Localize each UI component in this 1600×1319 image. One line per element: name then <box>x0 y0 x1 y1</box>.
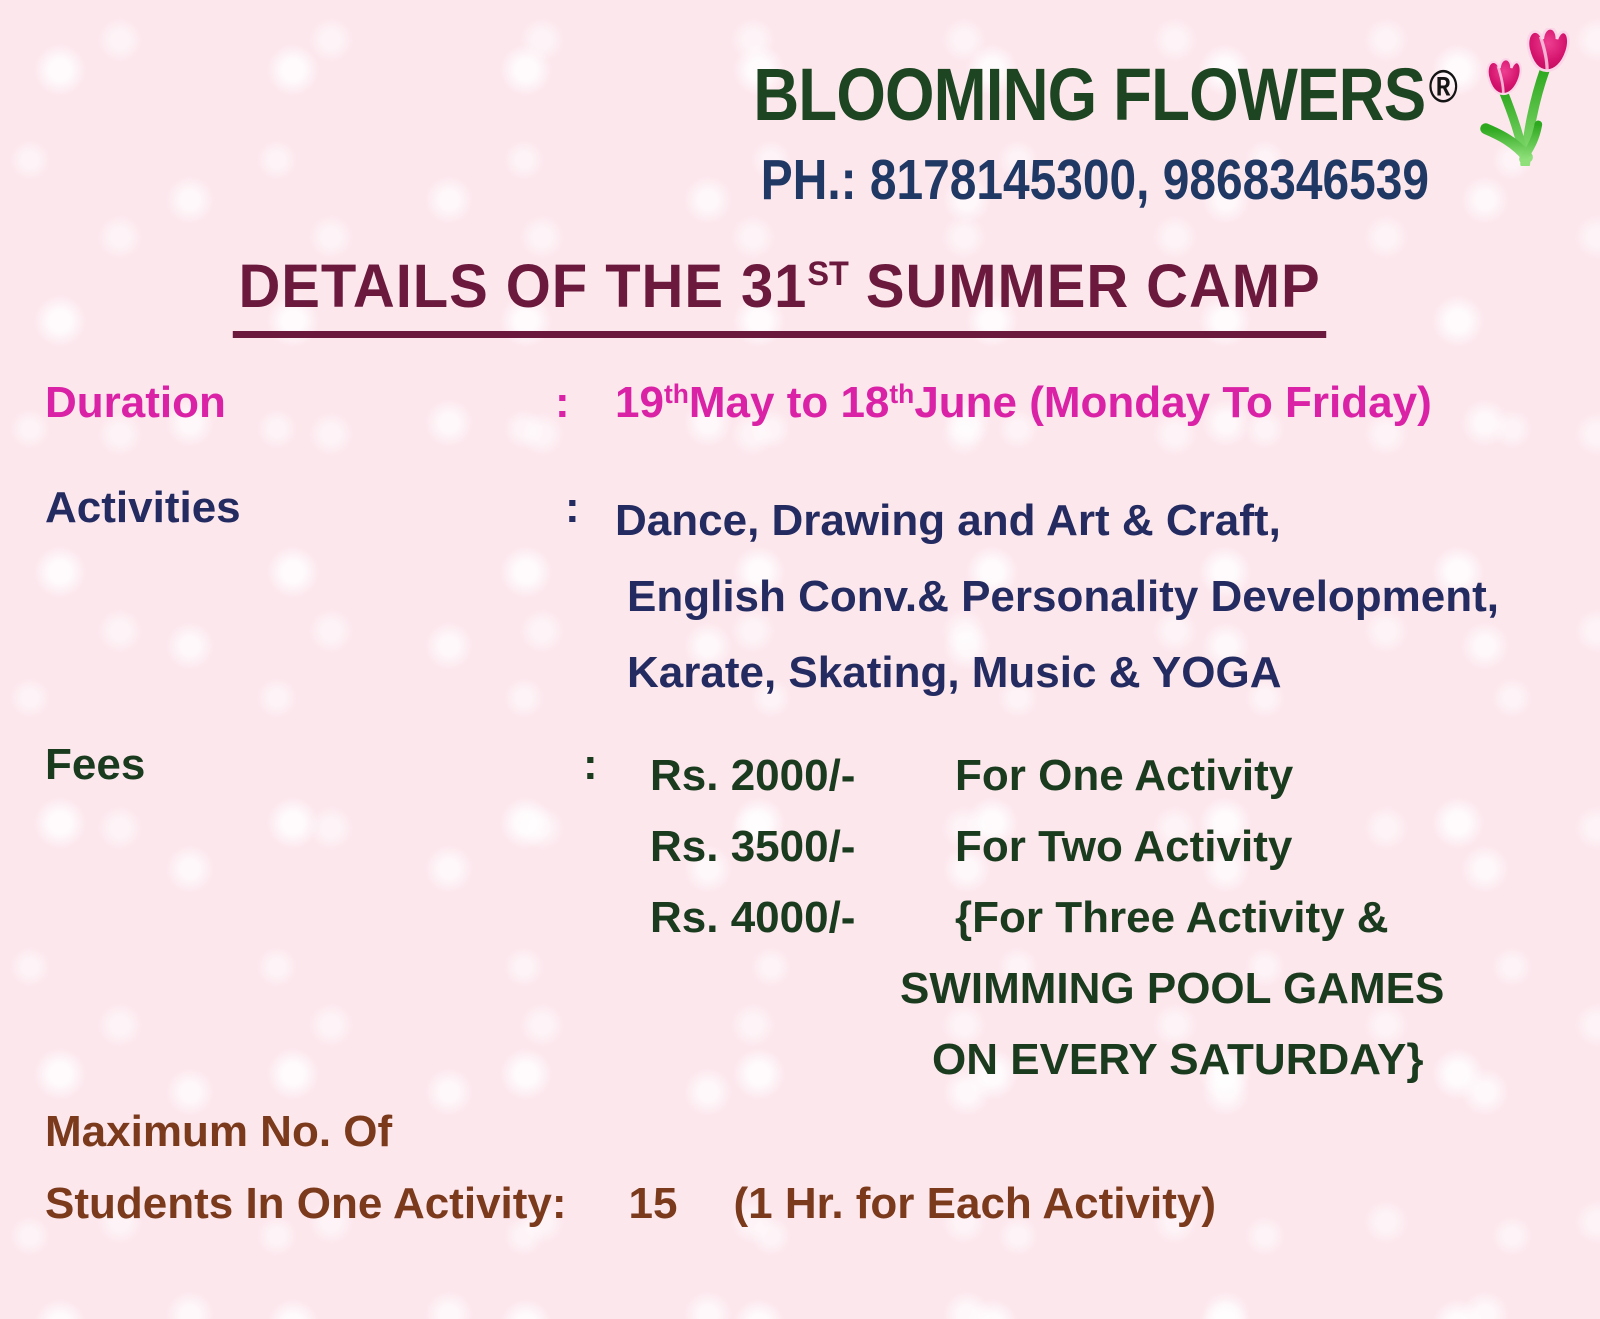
fees-row <box>45 740 1570 1095</box>
fees-list <box>650 740 1570 1095</box>
activities-row <box>45 483 1570 711</box>
tulip-flowers-icon <box>1468 28 1578 166</box>
duration-value <box>615 378 1570 428</box>
max-students-line-2 <box>45 1168 1570 1240</box>
duration-sup1: th <box>663 379 689 409</box>
fees-colon: : <box>583 740 598 789</box>
max-students-value: 15 <box>628 1179 678 1228</box>
fee-amount-1: Rs. 2000/- <box>650 751 856 800</box>
fees-label: Fees <box>45 740 146 789</box>
registered-trademark-icon: ® <box>1428 60 1457 112</box>
duration-colon: : <box>555 378 570 427</box>
max-students-line-1: Maximum No. Of <box>45 1107 393 1156</box>
header <box>700 53 1460 212</box>
brand-title <box>753 53 1457 136</box>
fee-item-3 <box>650 882 1570 953</box>
max-students-label: Students In One Activity: <box>45 1179 567 1228</box>
duration-day1: 19 <box>615 378 664 427</box>
fee-desc-3: {For Three Activity & <box>955 893 1389 942</box>
activities-line-1: Dance, Drawing and Art & Craft, <box>615 496 1281 545</box>
fee-item-2 <box>650 811 1570 882</box>
activities-colon: : <box>565 483 580 532</box>
duration-label: Duration <box>45 378 226 427</box>
max-students-section <box>45 1096 1570 1240</box>
max-students-note: (1 Hr. for Each Activity) <box>733 1179 1216 1228</box>
duration-sup2: th <box>889 379 915 409</box>
fee-extra-line-1: SWIMMING POOL GAMES <box>900 964 1445 1013</box>
fee-amount-3: Rs. 4000/- <box>650 893 856 942</box>
fee-item-1 <box>650 740 1570 811</box>
duration-middle: May to 18 <box>688 378 890 427</box>
phone-numbers: PH.: 8178145300, 9868346539 <box>760 148 1430 212</box>
page-title <box>0 252 1560 338</box>
fee-amount-2: Rs. 3500/- <box>650 822 856 871</box>
title-after: SUMMER CAMP <box>849 252 1322 320</box>
activities-line-3: Karate, Skating, Music & YOGA <box>627 648 1282 697</box>
brand-name: BLOOMING FLOWERS <box>753 53 1426 136</box>
duration-row <box>45 378 1570 428</box>
title-before: DETAILS OF THE 31 <box>238 252 808 320</box>
activities-label: Activities <box>45 483 241 532</box>
activities-list <box>615 483 1570 711</box>
fee-desc-2: For Two Activity <box>955 822 1293 871</box>
fee-extra-line-2: ON EVERY SATURDAY} <box>932 1035 1424 1084</box>
title-superscript: ST <box>807 255 850 293</box>
page-title-text <box>233 252 1327 338</box>
activities-line-2: English Conv.& Personality Development, <box>627 572 1500 621</box>
duration-end: June (Monday To Friday) <box>914 378 1432 427</box>
fee-desc-1: For One Activity <box>955 751 1294 800</box>
